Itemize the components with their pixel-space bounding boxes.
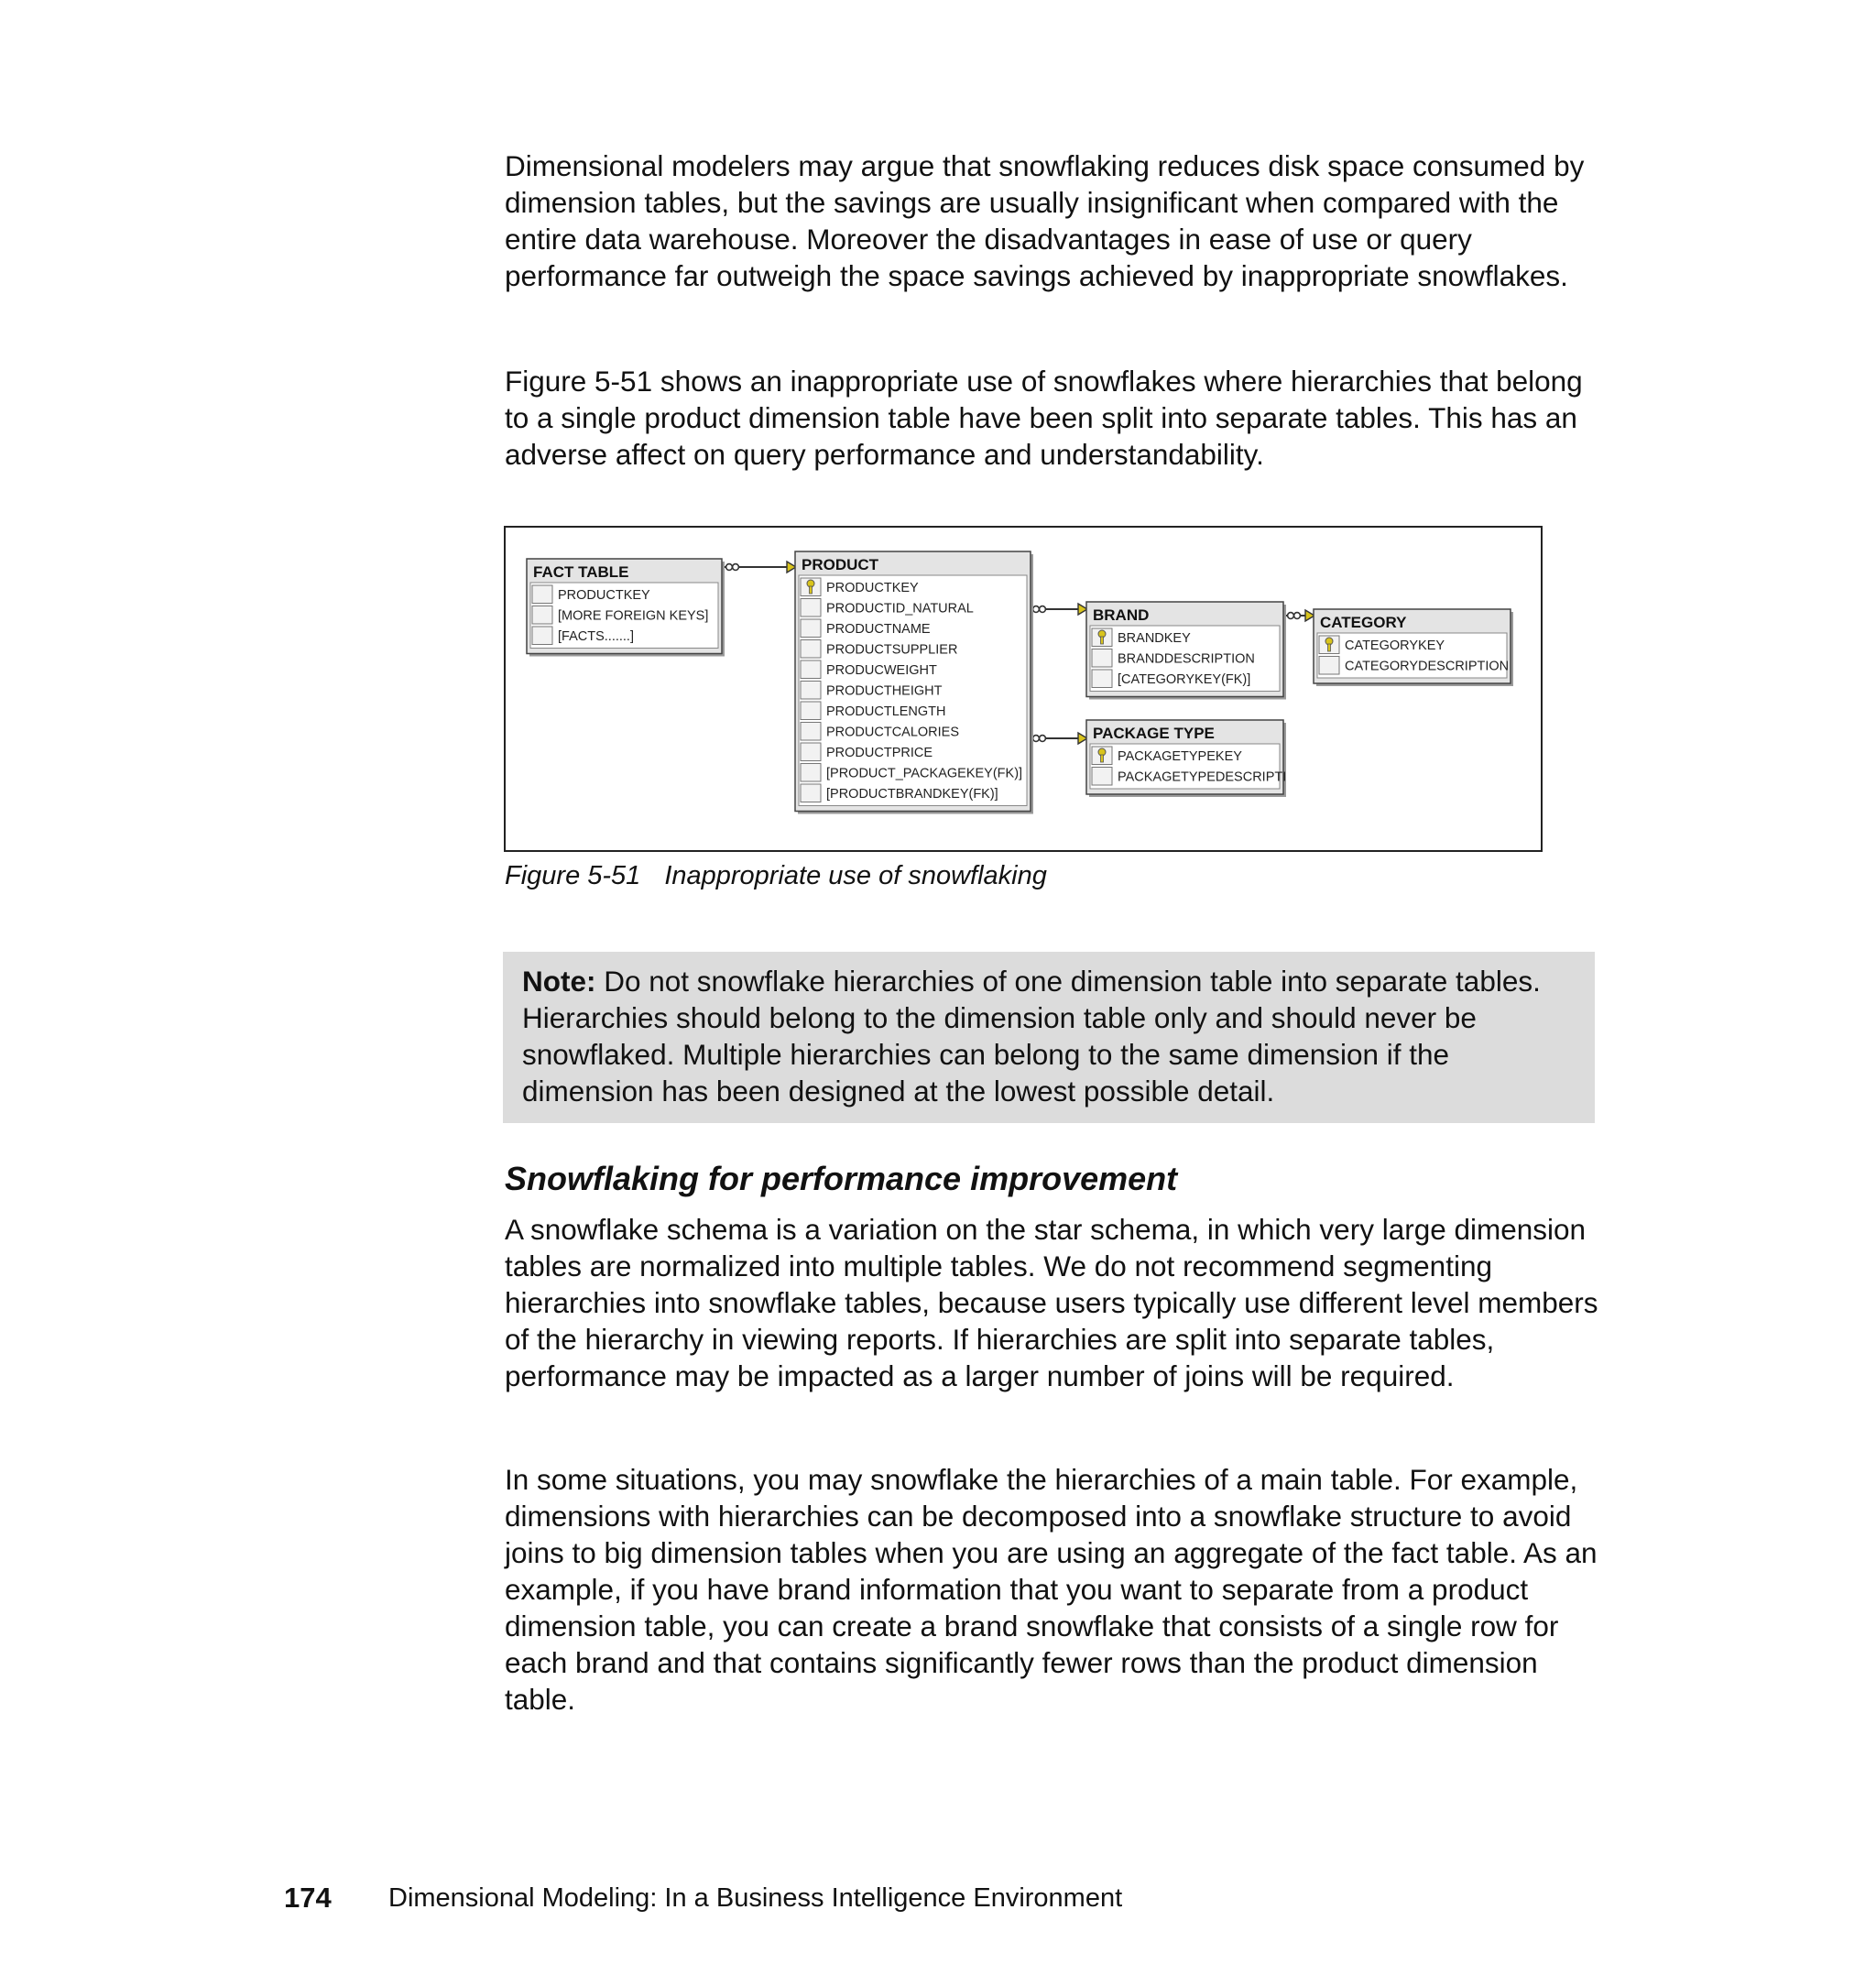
table-brand	[1086, 602, 1286, 700]
schema-diagram	[506, 528, 1541, 850]
table-column: CATEGORYDESCRIPTION	[1345, 659, 1510, 674]
table-title-package: PACKAGE TYPE	[1093, 725, 1215, 742]
table-title-product: PRODUCT	[802, 556, 879, 573]
table-column: PACKAGETYPEDESCRIPTI	[1118, 769, 1287, 785]
table-title-fact: FACT TABLE	[533, 563, 629, 581]
table-column: PRODUCWEIGHT	[826, 663, 937, 678]
table-column: [FACTS.......]	[558, 629, 634, 644]
table-fact	[527, 559, 725, 657]
table-column: PRODUCTPRICE	[826, 746, 933, 760]
table-column: PRODUCTNAME	[826, 622, 931, 637]
paragraph-figure-intro: Figure 5-51 shows an inappropriate use of snowflakes where hierarchies that belong to a single product dimension table have been split into separate tables. This has an adverse affect on query performance and understandability.	[505, 365, 1583, 471]
table-column: [PRODUCT_PACKAGEKEY(FK)]	[826, 766, 1023, 781]
table-column: [PRODUCTBRANDKEY(FK)]	[826, 787, 998, 802]
table-column: PRODUCTCALORIES	[826, 725, 960, 740]
figure-5-51-diagram	[504, 526, 1543, 852]
caption-number: Figure 5-51	[505, 861, 641, 890]
paragraph-situations: In some situations, you may snowflake the hierarchies of a main table. For example, dimensions with hierarchies can be decomposed into a snowflake structure to avoid joins to big dimension tables when you are using an aggregate of the fact table. As an example, if you have brand information that you want to separate from a product dimension table, you can create a brand snowflake that consists of a single row for each brand and that contains significantly fewer rows than the product dimension table.	[505, 1463, 1598, 1716]
table-column: PRODUCTKEY	[558, 588, 650, 603]
section-heading: Snowflaking for performance improvement	[505, 1160, 1178, 1197]
table-column: PACKAGETYPEKEY	[1118, 749, 1242, 764]
caption-title: Inappropriate use of snowflaking	[664, 861, 1047, 890]
table-product	[795, 551, 1033, 814]
table-title-brand: BRAND	[1093, 606, 1150, 624]
table-column: CATEGORYKEY	[1345, 638, 1445, 653]
table-column: BRANDKEY	[1118, 631, 1191, 646]
figure-caption	[505, 861, 1047, 891]
table-package	[1086, 720, 1286, 797]
note-text: Do not snowflake hierarchies of one dimension table into separate tables. Hierarchies should belong to the dimension table only and should never be snowflaked. Multiple hierarchies can belong to the same dimension if the dimension has been designed at the lowest possible detail.	[522, 965, 1541, 1108]
footer-book-title: Dimensional Modeling: In a Business Intelligence Environment	[388, 1883, 1123, 1913]
table-column: PRODUCTHEIGHT	[826, 683, 943, 699]
table-category	[1314, 609, 1513, 686]
page-footer	[0, 1882, 1876, 1918]
table-column: [CATEGORYKEY(FK)]	[1118, 672, 1251, 687]
page-number: 174	[284, 1882, 332, 1914]
table-column: PRODUCTSUPPLIER	[826, 642, 958, 658]
table-column: PRODUCTKEY	[826, 581, 919, 595]
paragraph-snowflake-schema: A snowflake schema is a variation on the star schema, in which very large dimension tables are normalized into multiple tables. We do not recommend segmenting hierarchies into snowflake tables, because users typically use different level members of the hierarchy in viewing reports. If hierarchies are split into separate tables, performance may be impacted as a larger number of joins will be required.	[505, 1213, 1598, 1392]
note-box	[503, 952, 1595, 1123]
paragraph-disk-space: Dimensional modelers may argue that snowflaking reduces disk space consumed by dimension tables, but the savings are usually insignificant when compared with the entire data warehouse. Moreover the disadvantages in ease of use or query performance far outweigh the space savings achieved by inappropriate snowflakes.	[505, 149, 1585, 292]
note-label: Note:	[522, 965, 596, 998]
table-column: PRODUCTID_NATURAL	[826, 601, 974, 617]
table-column: BRANDDESCRIPTION	[1118, 651, 1255, 667]
table-title-category: CATEGORY	[1320, 614, 1407, 631]
table-column: PRODUCTLENGTH	[826, 704, 946, 719]
table-column: [MORE FOREIGN KEYS]	[558, 608, 709, 624]
